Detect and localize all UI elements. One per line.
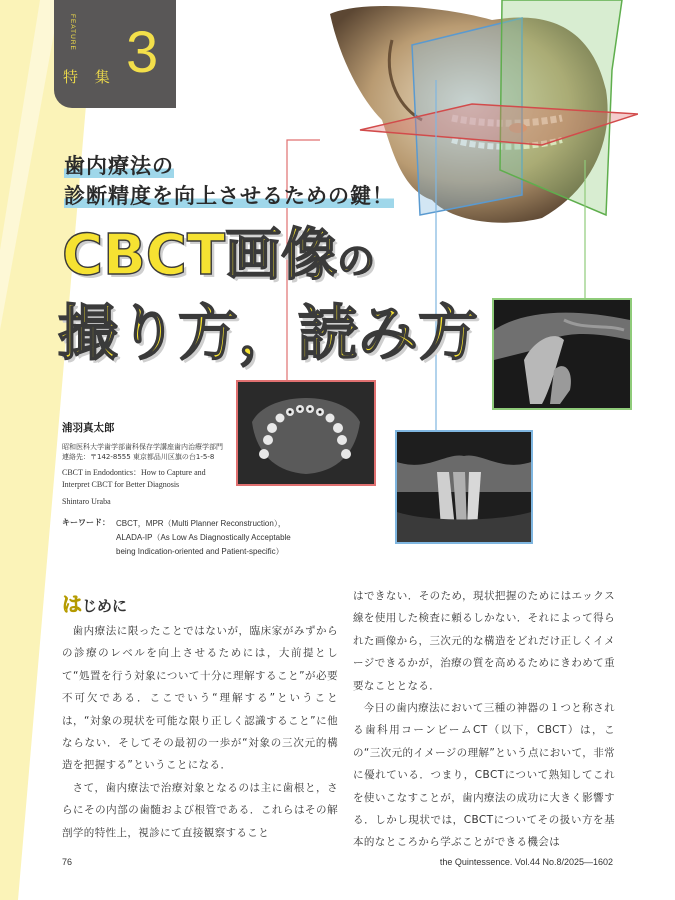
page-number: 76 <box>62 857 73 867</box>
paragraph: さて，歯内療法で治療対象となるのは主に歯根と，さらにその内部の歯髄および根管である．これらはその解剖学的特性上，視診にて直接観察すること <box>62 781 338 839</box>
main-title-line-1: CBCT画像の <box>62 223 376 288</box>
section-heading: はじめに <box>62 592 128 616</box>
body-column-left <box>62 620 338 844</box>
coronal-cbct-image <box>395 430 533 544</box>
author-name-en: Shintaro Uraba <box>62 497 111 506</box>
subtitle-line-1: 歯内療法の <box>64 154 174 178</box>
main-title-line-2: 撮り方，読み方 <box>58 299 478 369</box>
paragraph: 今日の歯内療法において三種の神器の１つと称される歯科用コーンビームCT（以下，CBCT）は，この“三次元的イメージの理解”という点において，非常に優れている．つまり，CBCTについて熟知してこれを使いこなすことが，歯内療法の成功に大きく影響する．しかし現状では，CBCTについてその扱い方を基本的なところから学ぶことができる機会は <box>353 702 615 849</box>
feature-number: 3 <box>126 20 159 85</box>
body-column-right <box>353 585 615 854</box>
keywords-list: CBCT，MPR（Multi Planner Reconstruction）， ALADA‑IP（As Low As Diagnostically Acceptable being Indication‑oriented and Patient‑specific） <box>116 519 291 556</box>
feature-label-en: FEATURE <box>69 14 76 51</box>
axial-cbct-image <box>236 380 376 486</box>
english-title: CBCT in Endodontics：How to Capture and Interpret CBCT for Better Diagnosis <box>62 468 206 489</box>
feature-label-ja: 特 集 <box>63 68 116 86</box>
sagittal-cbct-image <box>492 298 632 410</box>
paragraph: はできない．そのため，現状把握のためにはエックス線を使用した検査に頼るしかない．それによって得られた画像から，三次元的な構造をどれだけ正しくイメージできるかが，治療の質を高めるためにきわめて重要なこととなる． <box>353 590 615 692</box>
author-affiliation: 昭和医科大学歯学部歯科保存学講座歯内治療学部門 連絡先：〒142‑8555 東京都品川区旗の台1‑5‑8 <box>62 443 223 461</box>
paragraph: 歯内療法に限ったことではないが，臨床家がみずからの診療のレベルを向上させるためには，大前提として“処置を行う対象について十分に理解すること”が必要不可欠である．ここでいう“理解する”ということは，“対象の現状を可能な限り正しく認識すること”に他ならない．そしてその最初の一歩が“対象の三次元的構造を把握する”ということになる． <box>62 625 338 772</box>
journal-citation: the Quintessence. Vol.44 No.8/2025―1602 <box>439 857 613 867</box>
keywords-label: キーワード： <box>62 518 110 527</box>
subtitle-line-2: 診断精度を向上させるための鍵！ <box>64 184 394 208</box>
author-name: 浦羽真太郎 <box>62 422 115 434</box>
